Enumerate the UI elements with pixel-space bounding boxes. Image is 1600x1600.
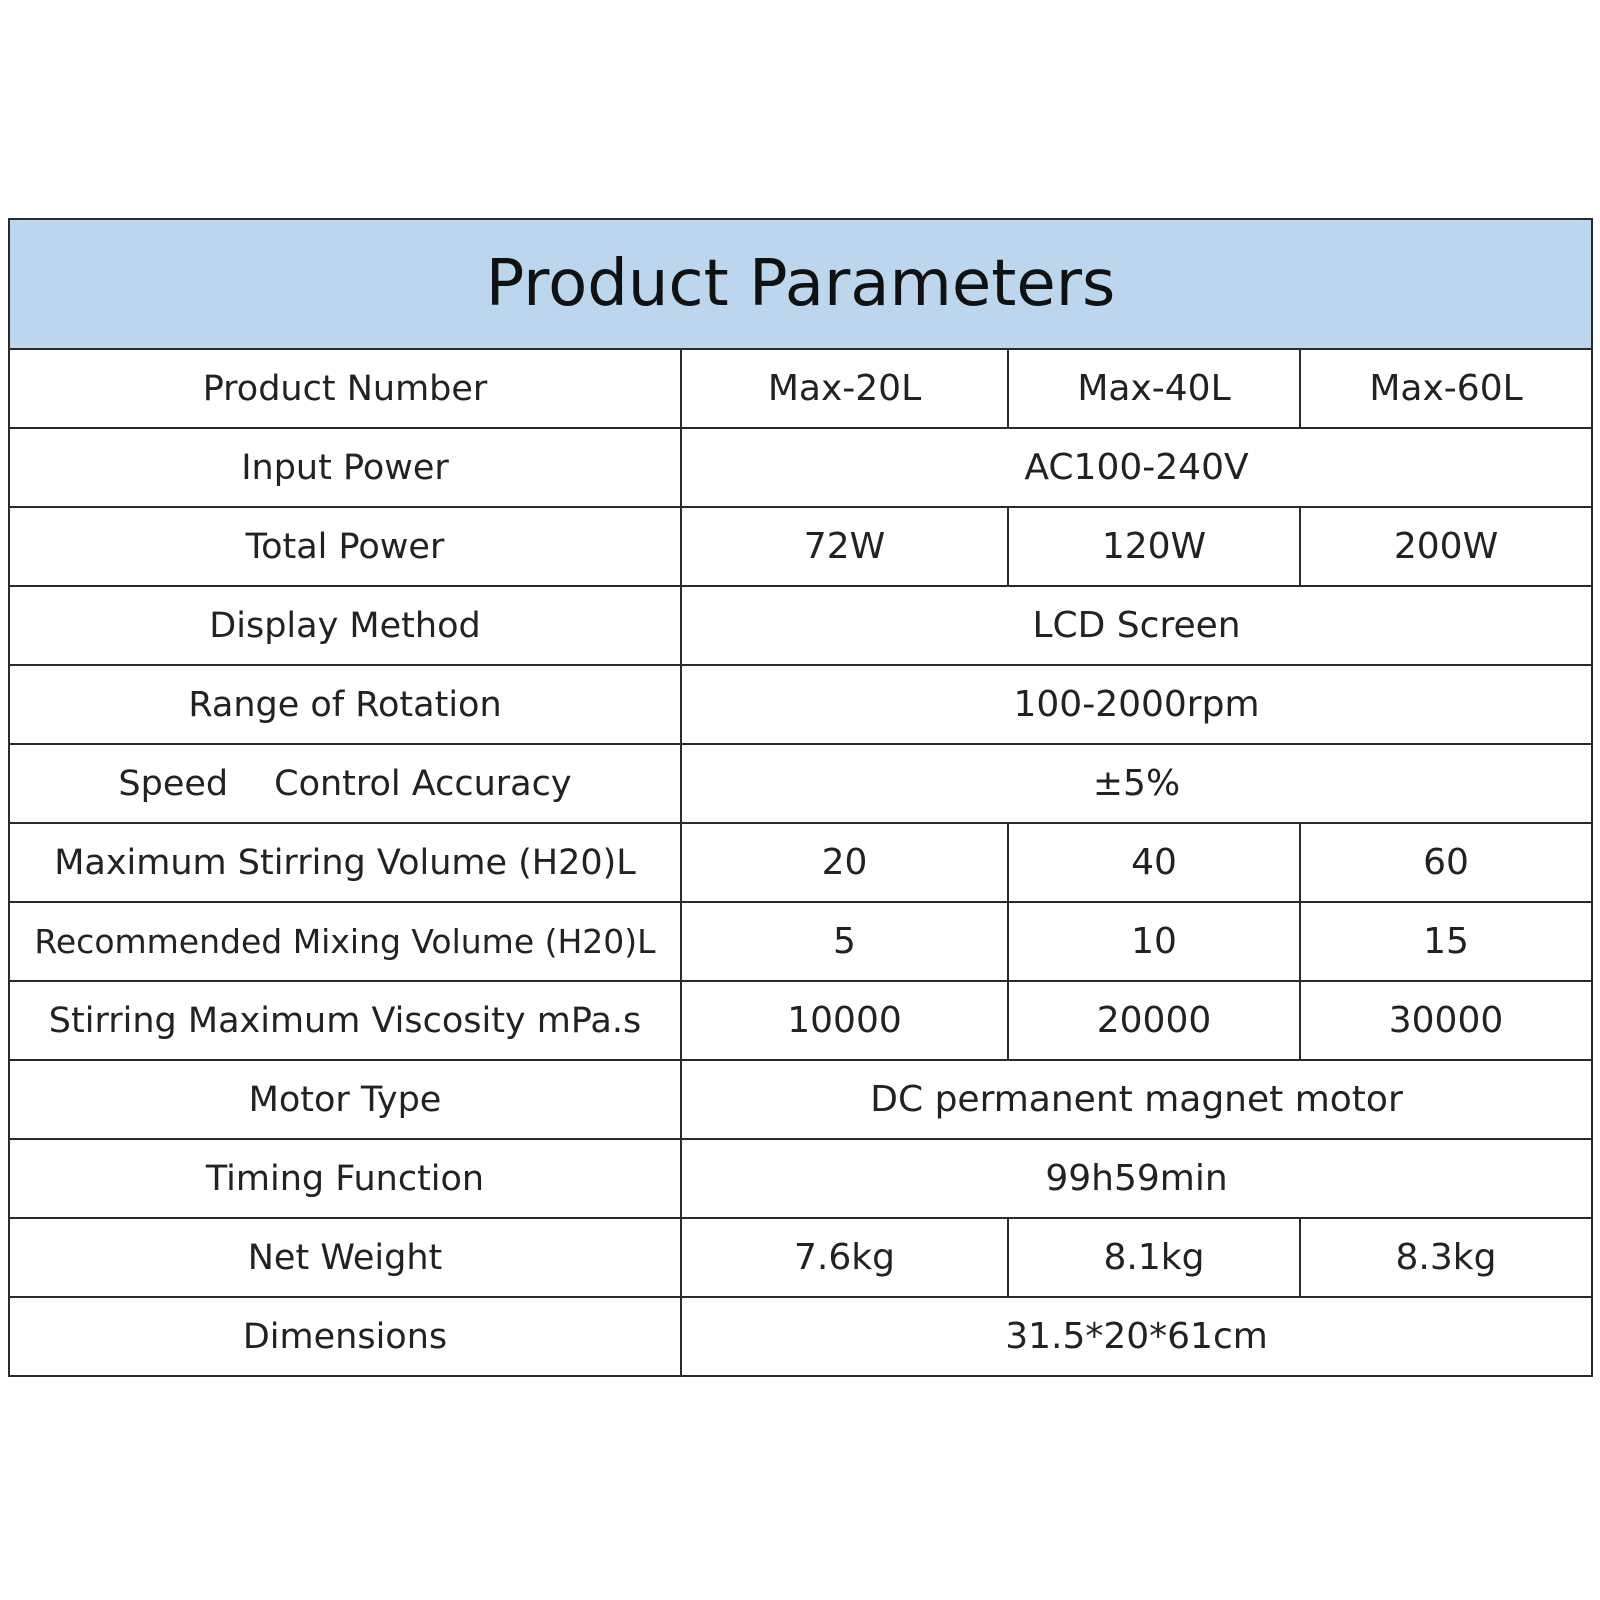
table-row-input-power	[9, 428, 1592, 507]
row-label-product-number: Product Number	[9, 349, 681, 428]
table-row-recommended-mixing-volume	[9, 902, 1592, 981]
title-row	[9, 219, 1592, 349]
value-range-of-rotation: 100-2000rpm	[681, 665, 1592, 744]
table-row-motor-type	[9, 1060, 1592, 1139]
table-row-net-weight	[9, 1218, 1592, 1297]
row-label-speed-control-accuracy	[9, 744, 681, 823]
value-max-stirring-volume-40l: 40	[1008, 823, 1300, 902]
value-max-stirring-volume-60l: 60	[1300, 823, 1592, 902]
row-label-stirring-max-viscosity: Stirring Maximum Viscosity mPa.s	[9, 981, 681, 1060]
value-timing-function: 99h59min	[681, 1139, 1592, 1218]
table-row-range-of-rotation	[9, 665, 1592, 744]
value-max-stirring-volume-20l: 20	[681, 823, 1008, 902]
value-motor-type: DC permanent magnet motor	[681, 1060, 1592, 1139]
row-label-dimensions: Dimensions	[9, 1297, 681, 1376]
table-row-stirring-max-viscosity	[9, 981, 1592, 1060]
value-recommended-mixing-volume-40l: 10	[1008, 902, 1300, 981]
value-input-power: AC100-240V	[681, 428, 1592, 507]
value-dimensions: 31.5*20*61cm	[681, 1297, 1592, 1376]
value-net-weight-40l: 8.1kg	[1008, 1218, 1300, 1297]
value-recommended-mixing-volume-60l: 15	[1300, 902, 1592, 981]
table-title: Product Parameters	[9, 219, 1592, 349]
value-total-power-60l: 200W	[1300, 507, 1592, 586]
value-total-power-20l: 72W	[681, 507, 1008, 586]
table-row-dimensions	[9, 1297, 1592, 1376]
row-label-range-of-rotation: Range of Rotation	[9, 665, 681, 744]
row-label-total-power: Total Power	[9, 507, 681, 586]
row-label-max-stirring-volume: Maximum Stirring Volume (H20)L	[9, 823, 681, 902]
table-row-product-number	[9, 349, 1592, 428]
row-label-input-power: Input Power	[9, 428, 681, 507]
table-row-timing-function	[9, 1139, 1592, 1218]
table-row-max-stirring-volume	[9, 823, 1592, 902]
value-stirring-max-viscosity-60l: 30000	[1300, 981, 1592, 1060]
row-label-recommended-mixing-volume: Recommended Mixing Volume (H20)L	[9, 902, 681, 981]
model-max-20l: Max-20L	[681, 349, 1008, 428]
table-row-speed-control-accuracy	[9, 744, 1592, 823]
model-max-60l: Max-60L	[1300, 349, 1592, 428]
table-row-total-power	[9, 507, 1592, 586]
value-speed-control-accuracy: ±5%	[681, 744, 1592, 823]
value-total-power-40l: 120W	[1008, 507, 1300, 586]
row-label-display-method: Display Method	[9, 586, 681, 665]
row-label-timing-function: Timing Function	[9, 1139, 681, 1218]
row-label-motor-type: Motor Type	[9, 1060, 681, 1139]
table-row-display-method	[9, 586, 1592, 665]
model-max-40l: Max-40L	[1008, 349, 1300, 428]
row-label-net-weight: Net Weight	[9, 1218, 681, 1297]
product-parameters-table	[8, 218, 1593, 1377]
value-recommended-mixing-volume-20l: 5	[681, 902, 1008, 981]
label-control-accuracy: Control Accuracy	[274, 763, 572, 804]
value-stirring-max-viscosity-40l: 20000	[1008, 981, 1300, 1060]
value-stirring-max-viscosity-20l: 10000	[681, 981, 1008, 1060]
value-net-weight-60l: 8.3kg	[1300, 1218, 1592, 1297]
label-speed: Speed	[118, 763, 229, 804]
value-display-method: LCD Screen	[681, 586, 1592, 665]
value-net-weight-20l: 7.6kg	[681, 1218, 1008, 1297]
